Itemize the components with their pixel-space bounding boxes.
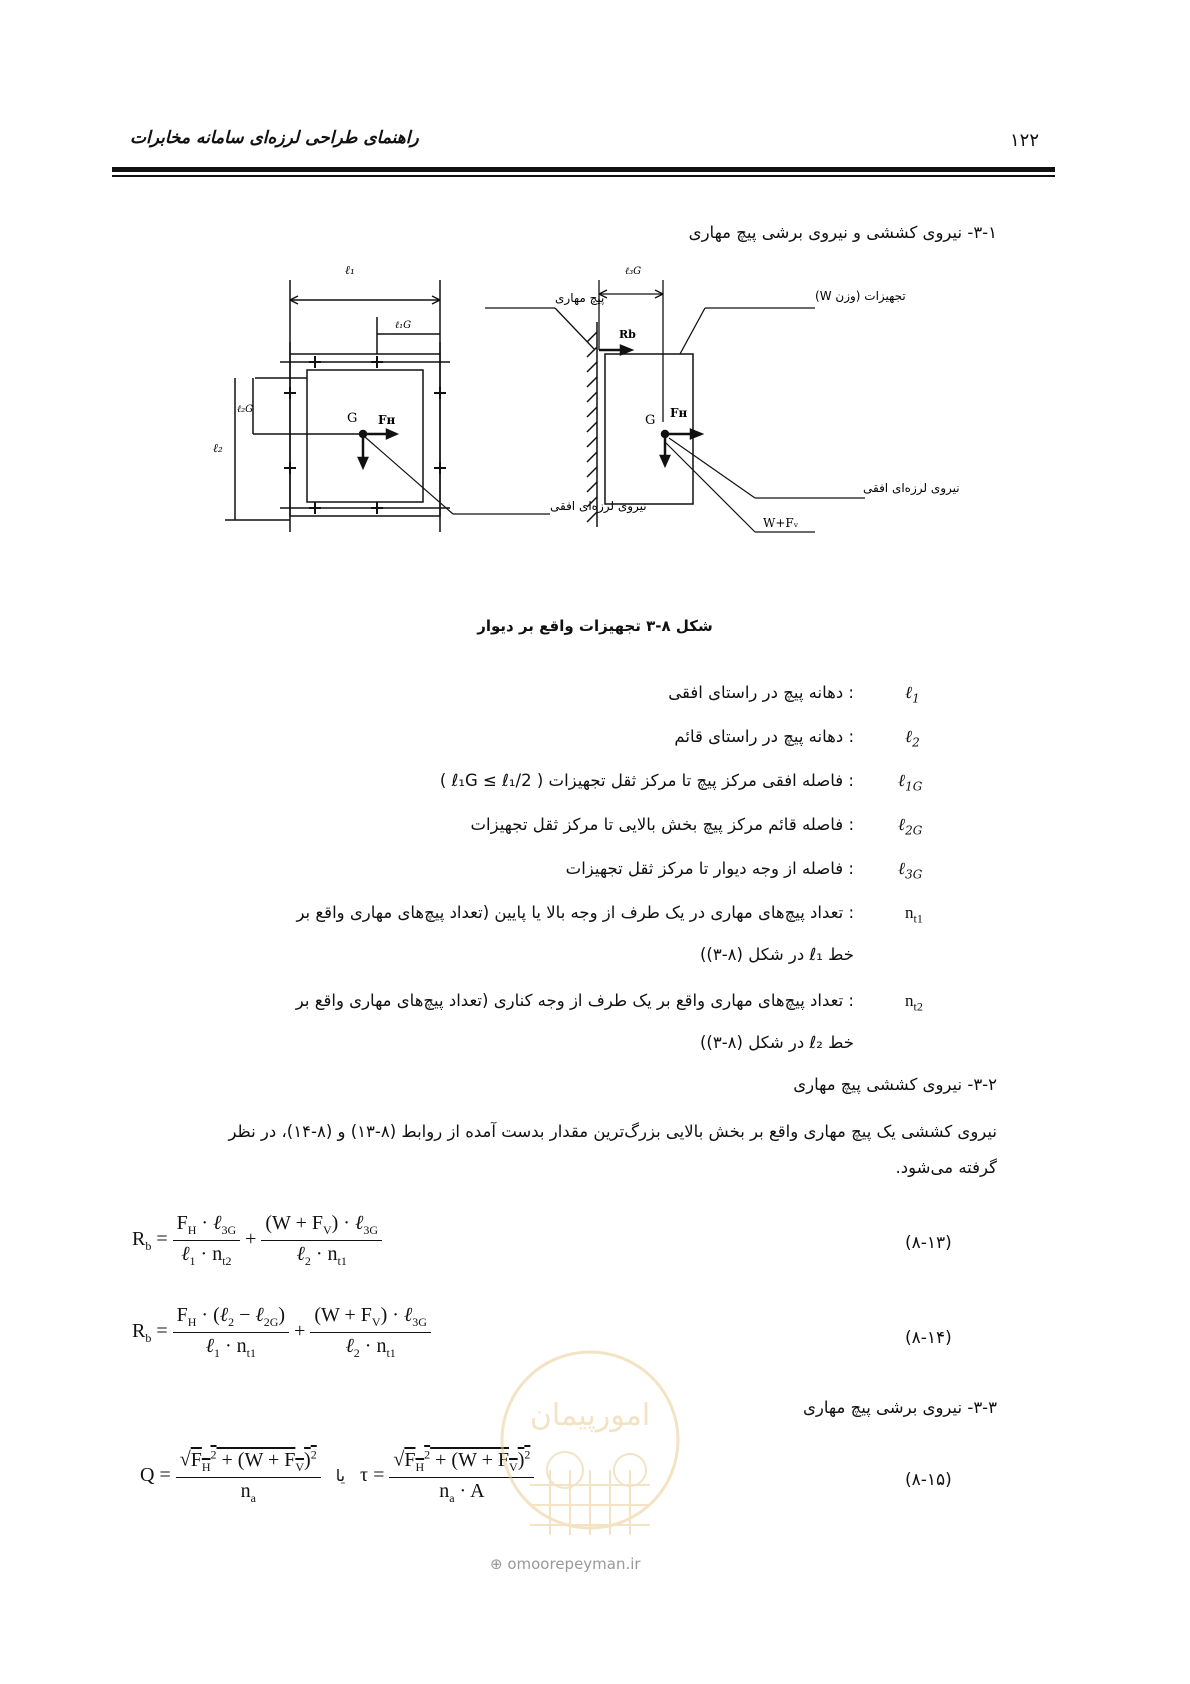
symbol-l1g: ℓ$_{1G}$ [898, 771, 923, 794]
definition-nt1 [224, 903, 854, 922]
symbol-l3g: ℓ$_{3G}$ [898, 859, 923, 882]
definition-nt2 [224, 991, 854, 1010]
label-fh-left: Fʜ [378, 413, 396, 427]
label-g-left: G [347, 411, 358, 426]
definition-nt2-text: : تعداد پیچ‌های مهاری واقع بر یک طرف از وجه کناری (تعداد پیچ‌های مهاری واقع بر [295, 991, 854, 1010]
page-number: ۱۲۲ [1010, 130, 1040, 151]
symbol-nt2: $n_{t2}$ [905, 991, 923, 1014]
header-rule-thin [112, 175, 1055, 177]
definition-nt2-cont: خط ℓ₂ در شکل (۸-۳)) [699, 1033, 854, 1052]
figure-caption: شکل ۸-۳ تجهیزات واقع بر دیوار [477, 617, 713, 635]
definition-l3g-text: : فاصله از وجه دیوار تا مرکز ثقل تجهیزات [565, 859, 854, 878]
symbol-l2g: ℓ$_{2G}$ [898, 815, 923, 838]
header-rule-thick [112, 167, 1055, 172]
label-l3g: ℓ₃G [625, 266, 642, 277]
label-anchor-bolt: پیچ مهاری [555, 291, 605, 305]
running-header-title: راهنمای طراحی لرزه‌ای سامانه مخابرات [130, 128, 419, 148]
definition-l2 [254, 727, 854, 746]
definition-l1 [254, 683, 854, 702]
label-l1g: ℓ₁G [395, 320, 412, 331]
label-l1: ℓ₁ [345, 263, 355, 277]
definition-nt1-text: : تعداد پیچ‌های مهاری در یک طرف از وجه بالا یا پایین (تعداد پیچ‌های مهاری واقع بر [296, 903, 854, 922]
label-l2: ℓ₂ [213, 441, 223, 455]
label-equipment-weight: تجهیزات (وزن W) [815, 289, 906, 303]
equation-13: $R_b$ = $\frac{F_H \cdot \ell_{3G}}{\ell_1 \cdot n_{t2}}$ + $\frac{(W + F_V) \cdot \ell_{3G}}{\ell_2 \cdot n_{t1}}$ [132, 1212, 382, 1269]
definition-l2g-text: : فاصله قائم مرکز پیچ بخش بالایی تا مرکز ثقل تجهیزات [470, 815, 854, 834]
equation-or-word: یا [335, 1465, 346, 1485]
equation-14-number: (۸-۱۴) [905, 1328, 952, 1348]
paragraph-tensile-force-line1: نیروی کششی یک پیچ مهاری واقع بر بخش بالایی بزرگ‌ترین مقدار بدست آمده از روابط (۸-۱۳) و (۸-۱۴)، در نظر [228, 1122, 997, 1141]
label-w-fv: W+Fᵥ [763, 516, 799, 530]
front-view [225, 280, 450, 532]
paragraph-tensile-force-line2: گرفته می‌شود. [895, 1158, 997, 1177]
label-rb: Rb [619, 328, 636, 341]
label-l2g: ℓ₂G [237, 404, 254, 415]
watermark-logo-text: امورپیمان [529, 1398, 651, 1433]
definition-nt1-cont: خط ℓ₁ در شکل (۸-۳)) [699, 945, 854, 964]
equation-15-number: (۸-۱۵) [905, 1470, 952, 1490]
equation-13-number: (۸-۱۳) [905, 1233, 952, 1253]
definition-l2-text: : دهانه پیچ در راستای قائم [674, 727, 854, 746]
wall [587, 322, 597, 527]
definition-l3g [154, 859, 854, 878]
symbol-nt1: $n_{t1}$ [905, 903, 923, 926]
label-g-right: G [645, 413, 656, 428]
equation-15: Q = $\frac{√F_H^2 + (W + F_V)^2}{n_a}$ یا τ = $\frac{√F_H^2 + (W + F_V)^2}{n_a \cdot A}$ [140, 1447, 534, 1506]
symbol-l2: ℓ$_2$ [905, 727, 920, 750]
label-horizontal-force-left: نیروی لرزه‌ای افقی [550, 499, 647, 513]
section-heading-3-1: ۳-۱- نیروی کششی و نیروی برشی پیچ مهاری [688, 223, 997, 242]
side-equipment-box [605, 354, 693, 504]
definition-l1g [154, 771, 854, 790]
label-horizontal-force-right: نیروی لرزه‌ای افقی [863, 481, 960, 495]
definition-l2g [154, 815, 854, 834]
definition-l1g-text: : فاصله افقی مرکز پیچ تا مرکز ثقل تجهیزات ( ℓ₁G ≤ ℓ₁/2 ) [439, 771, 854, 790]
label-fh-right: Fʜ [670, 406, 688, 420]
watermark-logo [490, 1345, 690, 1575]
section-heading-3-2: ۳-۲- نیروی کششی پیچ مهاری [793, 1075, 997, 1094]
symbol-l1: ℓ$_1$ [905, 683, 920, 706]
equation-14: $R_b$ = $\frac{F_H \cdot (\ell_2 - \ell_{2G})}{\ell_1 \cdot n_{t1}}$ + $\frac{(W + F_V) \cdot \ell_{3G}}{\ell_2 \cdot n_{t1}}$ [132, 1304, 431, 1361]
watermark-text: ⊕ omoorepeyman.ir [490, 1555, 641, 1573]
definition-l1-text: : دهانه پیچ در راستای افقی [668, 683, 854, 702]
wall-mounted-equipment-figure [195, 262, 960, 602]
side-dims [485, 280, 815, 422]
section-heading-3-3: ۳-۳- نیروی برشی پیچ مهاری [802, 1398, 997, 1417]
